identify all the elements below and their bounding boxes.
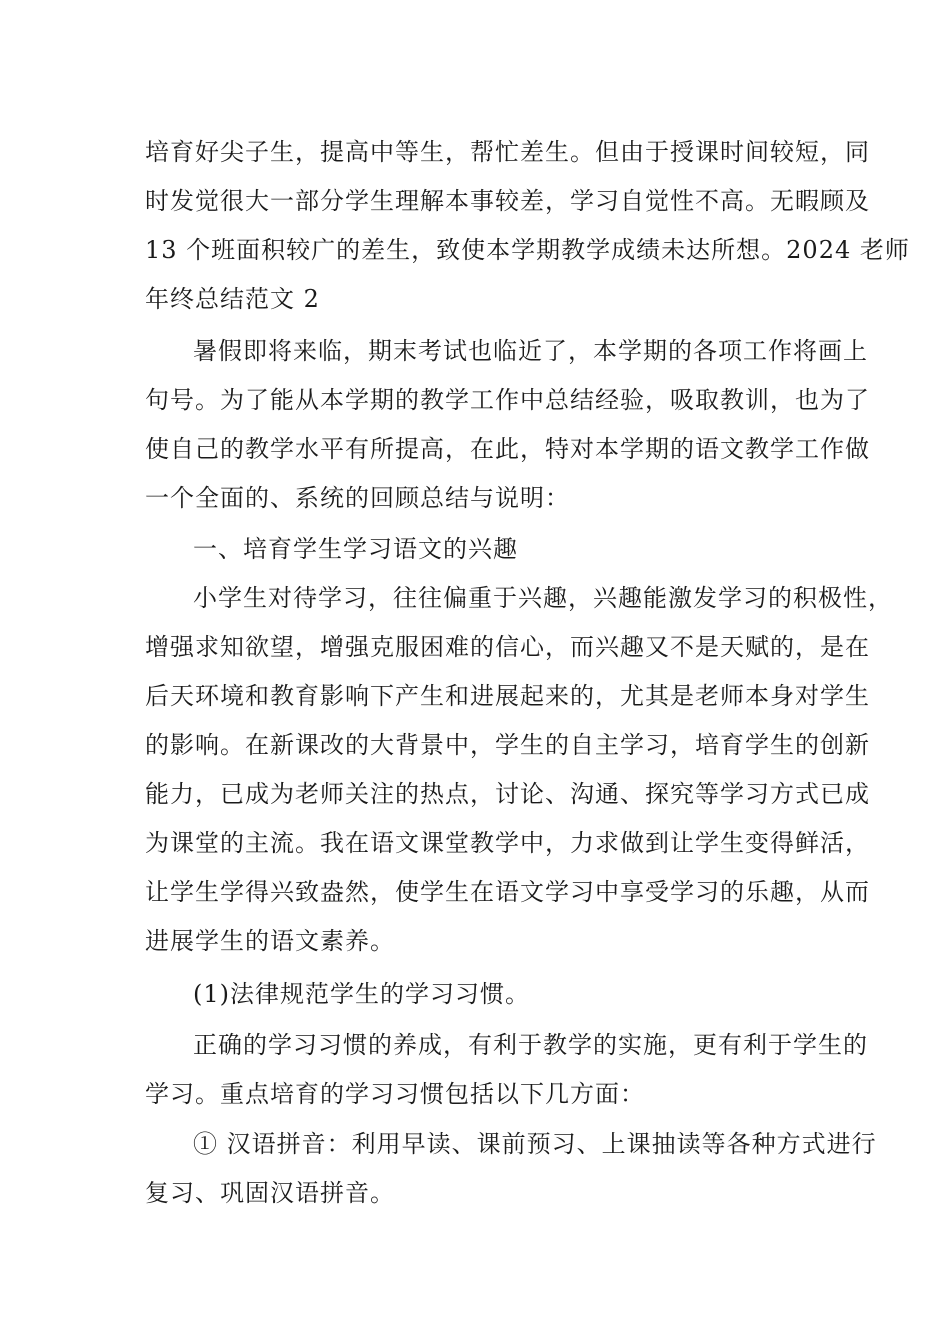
text-line: 让学生学得兴致盎然，使学生在语文学习中享受学习的乐趣，从而 <box>145 878 870 906</box>
text-line: 年终总结范文 2 <box>145 285 320 313</box>
text-line: 培育好尖子生，提高中等生，帮忙差生。但由于授课时间较短，同 <box>145 138 870 166</box>
text-line: 为课堂的主流。我在语文课堂教学中，力求做到让学生变得鲜活， <box>145 829 870 857</box>
paragraph-intro <box>145 327 870 523</box>
text-line: (1)法律规范学生的学习习惯。 <box>193 980 530 1008</box>
paragraph-habits <box>145 1021 868 1119</box>
text-line: 复习、巩固汉语拼音。 <box>145 1179 395 1207</box>
paragraph-pinyin <box>145 1120 877 1218</box>
section-heading <box>145 525 810 574</box>
paragraph-interest <box>145 574 893 966</box>
text-line: 一、培育学生学习语文的兴趣 <box>193 535 518 563</box>
paragraph-continuation <box>145 128 910 324</box>
text-line: 时发觉很大一部分学生理解本事较差，学习自觉性不高。无暇顾及 <box>145 187 870 215</box>
text-line: 能力，已成为老师关注的热点，讨论、沟通、探究等学习方式已成 <box>145 780 870 808</box>
text-line: 使自己的教学水平有所提高，在此，特对本学期的语文教学工作做 <box>145 435 870 463</box>
text-line: 暑假即将来临，期末考试也临近了，本学期的各项工作将画上 <box>193 337 868 365</box>
text-line: 句号。为了能从本学期的教学工作中总结经验，吸取教训，也为了 <box>145 386 870 414</box>
text-line: 一个全面的、系统的回顾总结与说明： <box>145 484 570 512</box>
text-line: 13 个班面积较广的差生，致使本学期教学成绩未达所想。2024 老师 <box>145 236 910 264</box>
text-line: ① 汉语拼音：利用早读、课前预习、上课抽读等各种方式进行 <box>193 1130 877 1158</box>
text-line: 的影响。在新课改的大背景中，学生的自主学习，培育学生的创新 <box>145 731 870 759</box>
text-line: 学习。重点培育的学习习惯包括以下几方面： <box>145 1080 645 1108</box>
text-line: 进展学生的语文素养。 <box>145 927 395 955</box>
subsection-heading <box>145 970 810 1019</box>
text-line: 增强求知欲望，增强克服困难的信心，而兴趣又不是天赋的，是在 <box>145 633 870 661</box>
text-line: 后天环境和教育影响下产生和进展起来的，尤其是老师本身对学生 <box>145 682 870 710</box>
text-line: 正确的学习习惯的养成，有利于教学的实施，更有利于学生的 <box>193 1031 868 1059</box>
text-line: 小学生对待学习，往往偏重于兴趣，兴趣能激发学习的积极性， <box>193 584 893 612</box>
